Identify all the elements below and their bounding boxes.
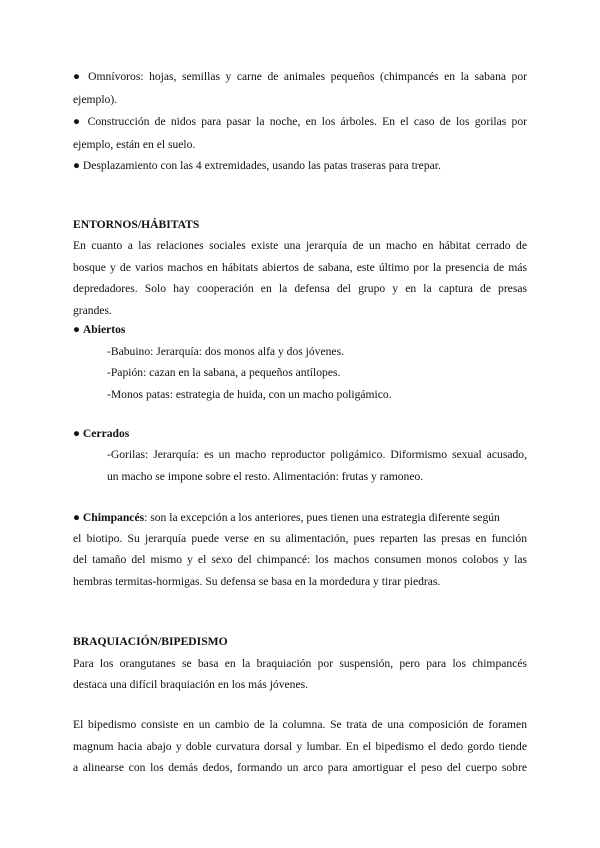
bullet-marker: ● [73,511,83,524]
paragraph-line: bosque y de varios machos en hábitats abiertos de sabana, este último por la presencia de más [73,261,527,274]
chimpances-text: : son la excepción a los anteriores, pues tienen una estrategia diferente según [144,511,500,524]
subheading-cerrados [73,426,527,442]
bullet-desplazamiento: ● Desplazamiento con las 4 extremidades, usando las patas traseras para trepar. [73,159,441,172]
list-item-babuino: -Babuino: Jerarquía: dos monos alfa y dos jóvenes. [107,345,344,358]
chimpances-line3: del tamaño del mismo y el sexo del chimpancé: los machos consumen monos colobos y las [73,553,527,566]
bullet-marker: ● [73,427,83,440]
bullet-omnivoros-line2: ejemplo). [73,93,118,106]
abiertos-label: Abiertos [82,323,126,336]
subheading-abiertos [73,322,527,338]
bullet-nidos-line1: ● Construcción de nidos para pasar la noche, en los árboles. En el caso de los gorilas por [73,115,527,128]
paragraph-line: destaca una difícil braquiación en los más jóvenes. [73,678,309,691]
paragraph-line: magnum hacia abajo y doble curvatura dorsal y lumbar. En el bipedismo el dedo gordo tiende [73,740,527,753]
chimpances-line2: el biotipo. Su jerarquía puede verse en su alimentación, pues reparten las presas en función [73,532,527,545]
paragraph-line: grandes. [73,304,112,317]
bullet-marker: ● [73,323,83,336]
paragraph-line: depredadores. Solo hay cooperación en la defensa del grupo y en la captura de presas [73,282,527,295]
paragraph-line: a alinearse con los demás dedos, formando un arco para amortiguar el peso del cuerpo sobre [73,761,527,774]
bullet-omnivoros-line1: ● Omnívoros: hojas, semillas y carne de animales pequeños (chimpancés en la sabana por [73,70,527,83]
bullet-nidos-line2: ejemplo, están en el suelo. [73,138,196,151]
list-item-gorilas-line2: un macho se impone sobre el resto. Alimentación: frutas y ramoneo. [107,470,424,483]
section-heading-braquiacion: BRAQUIACIÓN/BIPEDISMO [73,635,228,648]
list-item-papion: -Papión: cazan en la sabana, a pequeños antílopes. [107,366,341,379]
paragraph-line: Para los orangutanes se basa en la braquiación por suspensión, pero para los chimpancés [73,657,527,670]
chimpances-line4: hembras termitas-hormigas. Su defensa se basa en la mordedura y tirar piedras. [73,575,441,588]
cerrados-label: Cerrados [82,427,130,440]
chimpances-label: Chimpancés [82,511,145,524]
paragraph-line: En cuanto a las relaciones sociales existe una jerarquía de un macho en hábitat cerrado de [73,239,527,252]
list-item-monos-patas: -Monos patas: estrategia de huida, con un macho poligámico. [107,388,392,401]
list-item-gorilas-line1: -Gorilas: Jerarquía: es un macho reproductor poligámico. Diformismo sexual acusado, [107,448,527,461]
chimpances-line1 [73,510,527,526]
paragraph-line: El bipedismo consiste en un cambio de la columna. Se trata de una composición de foramen [73,718,527,731]
section-heading-entornos: ENTORNOS/HÁBITATS [73,218,200,231]
